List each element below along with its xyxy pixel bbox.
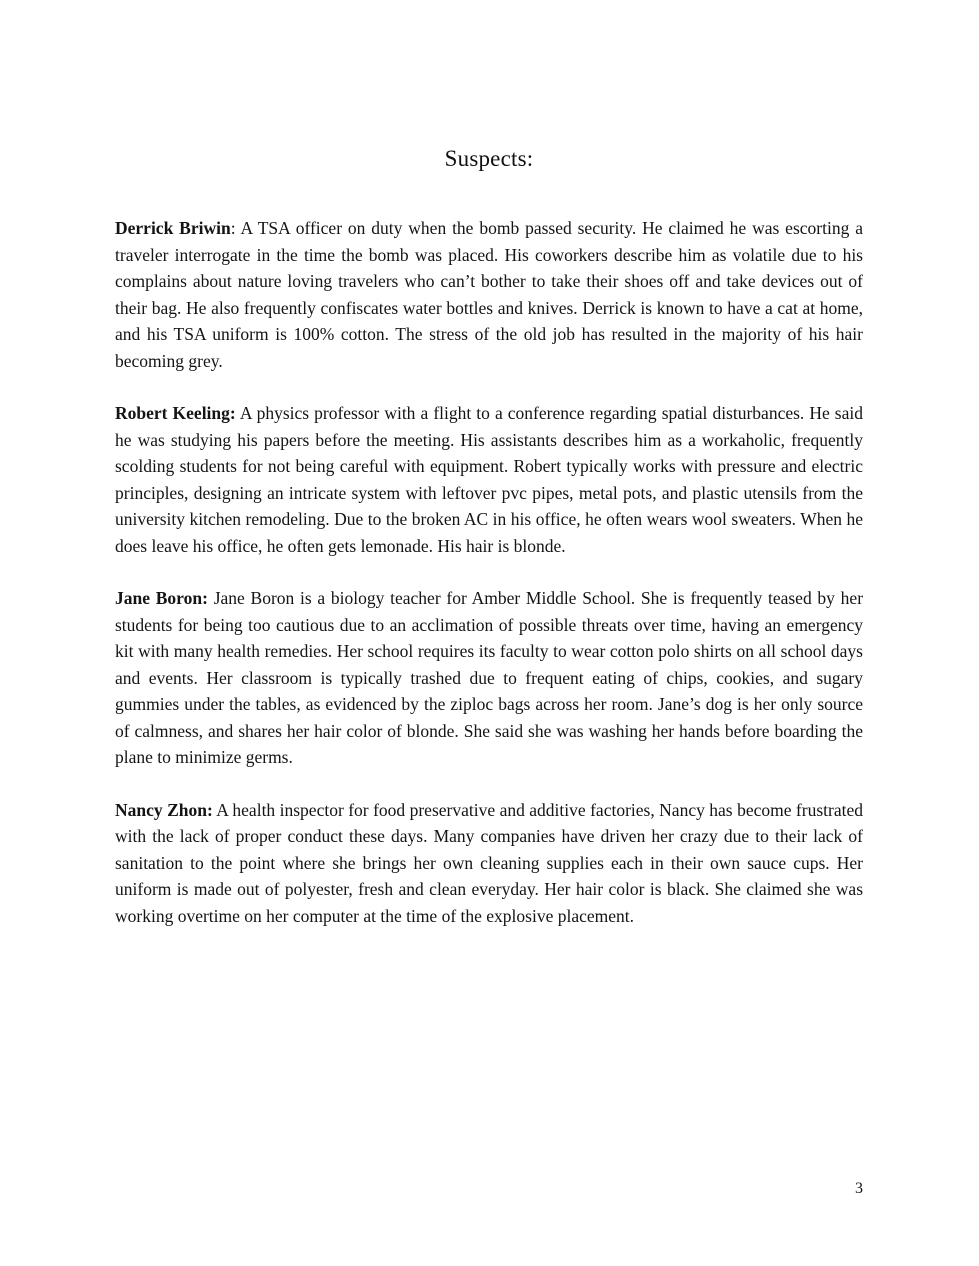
- suspect-paragraph-robert-keeling: [115, 400, 863, 559]
- suspect-name: Derrick Briwin: [115, 218, 231, 238]
- page-title: Suspects:: [444, 146, 534, 171]
- page-number: 3: [855, 1180, 863, 1197]
- suspect-description: A TSA officer on duty when the bomb passed security. He claimed he was escorting a traveler interrogate in the time the bomb was placed. His coworkers describe him as volatile due to his complains about nature loving travelers who can’t bother to take their shoes off and take devices out of their bag. He also frequently confiscates water bottles and knives. Derrick is known to have a cat at home, and his TSA uniform is 100% cotton. The stress of the old job has resulted in the majority of his hair becoming grey.: [115, 218, 863, 371]
- suspect-name: Jane Boron:: [115, 588, 208, 608]
- suspect-paragraph-nancy-zhon: [115, 797, 863, 930]
- suspect-name-separator: :: [230, 218, 241, 238]
- suspect-description: A physics professor with a flight to a conference regarding spatial disturbances. He said he was studying his papers before the meeting. His assistants describes him as a workaholic, frequently scolding students for not being careful with equipment. Robert typically works with pressure and electric principles, designing an intricate system with leftover pvc pipes, metal pots, and plastic utensils from the university kitchen remodeling. Due to the broken AC in his office, he often wears wool sweaters. When he does leave his office, he often gets lemonade. His hair is blonde.: [115, 403, 864, 556]
- suspect-paragraph-derrick-briwin: [115, 215, 863, 374]
- page-content: [115, 146, 863, 955]
- suspect-name: Robert Keeling:: [115, 403, 236, 423]
- suspect-description: Jane Boron is a biology teacher for Amber Middle School. She is frequently teased by her students for being too cautious due to an acclimation of possible threats over time, having an emergency kit with many health remedies. Her school requires its faculty to wear cotton polo shirts on all school days and events. Her classroom is typically trashed due to frequent eating of chips, cookies, and sugary gummies under the tables, as evidenced by the ziploc bags across her room. Jane’s dog is her only source of calmness, and shares her hair color of blonde. She said she was washing her hands before boarding the plane to minimize germs.: [115, 588, 864, 767]
- suspect-name: Nancy Zhon:: [115, 799, 213, 820]
- suspect-paragraph-jane-boron: [115, 585, 863, 771]
- suspect-description: A health inspector for food preservative and additive factories, Nancy has become frustrated with the lack of proper conduct these days. Many companies have driven her crazy due to their lack of sanitation to the point where she brings her own cleaning supplies each in their own sauce cups. Her uniform is made out of polyester, fresh and clean everyday. Her hair color is black. She claimed she was working overtime on her computer at the time of the explosive placement.: [115, 799, 863, 926]
